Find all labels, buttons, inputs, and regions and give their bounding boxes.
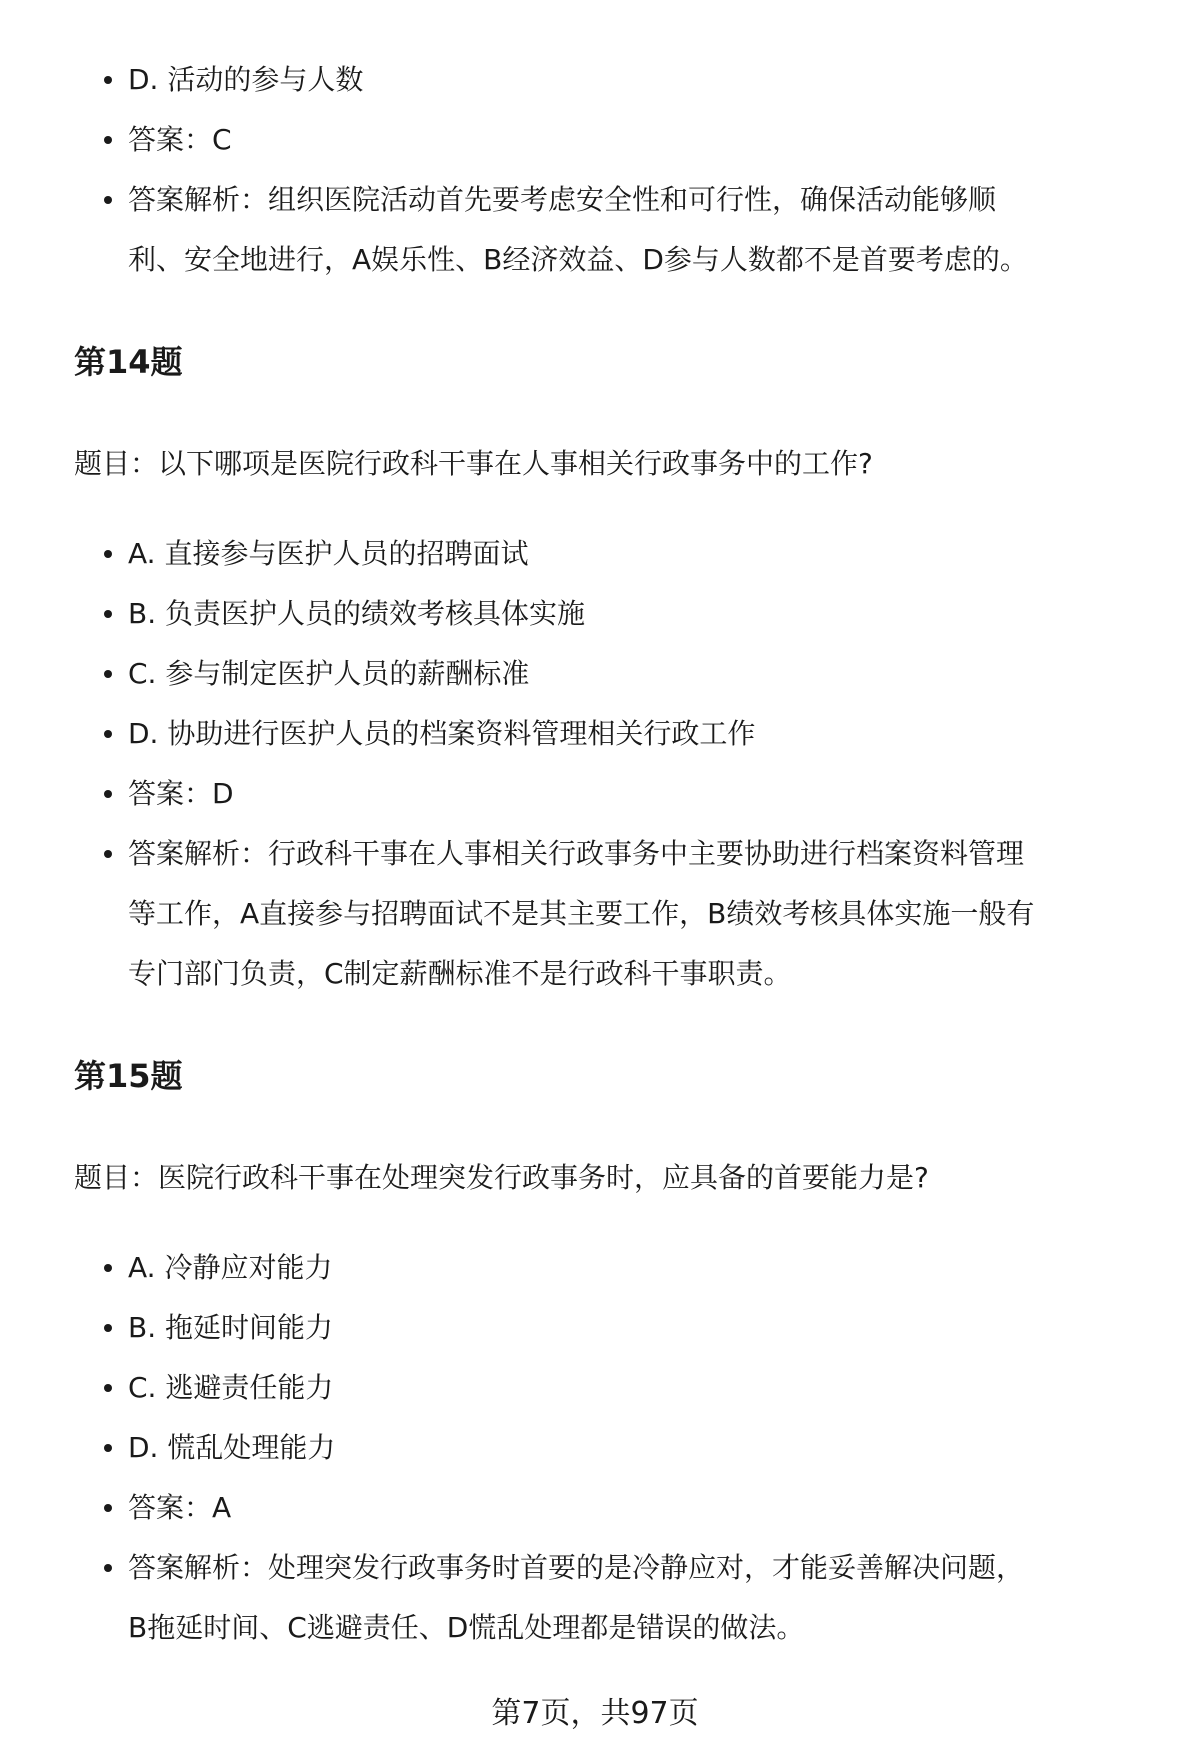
option-c: C. 参与制定医护人员的薪酬标准 bbox=[0, 644, 1040, 704]
question-14-text: 题目：以下哪项是医院行政科干事在人事相关行政事务中的工作? bbox=[74, 447, 873, 480]
answer: 答案：D bbox=[0, 764, 1040, 824]
question-14-heading: 第14题 bbox=[74, 343, 183, 381]
answer-explanation: 答案解析：组织医院活动首先要考虑安全性和可行性，确保活动能够顺利、安全地进行，A娱乐性、B经济效益、D参与人数都不是首要考虑的。 bbox=[0, 170, 1040, 290]
option-d: D. 慌乱处理能力 bbox=[0, 1418, 1040, 1478]
answer-explanation: 答案解析：处理突发行政事务时首要的是冷静应对，才能妥善解决问题，B拖延时间、C逃避责任、D慌乱处理都是错误的做法。 bbox=[0, 1538, 1040, 1658]
option-c: C. 逃避责任能力 bbox=[0, 1358, 1040, 1418]
answer: 答案：A bbox=[0, 1478, 1040, 1538]
option-a: A. 冷静应对能力 bbox=[0, 1238, 1040, 1298]
answer-explanation: 答案解析：行政科干事在人事相关行政事务中主要协助进行档案资料管理等工作，A直接参与招聘面试不是其主要工作，B绩效考核具体实施一般有专门部门负责，C制定薪酬标准不是行政科干事职责。 bbox=[0, 824, 1040, 1004]
question-14-list bbox=[0, 524, 1040, 1004]
option-a: A. 直接参与医护人员的招聘面试 bbox=[0, 524, 1040, 584]
prev-question-list bbox=[0, 50, 1040, 290]
question-15-heading: 第15题 bbox=[74, 1057, 183, 1095]
option-b: B. 负责医护人员的绩效考核具体实施 bbox=[0, 584, 1040, 644]
question-15-text: 题目：医院行政科干事在处理突发行政事务时，应具备的首要能力是? bbox=[74, 1161, 929, 1194]
question-15-list bbox=[0, 1238, 1040, 1658]
option-d: D. 协助进行医护人员的档案资料管理相关行政工作 bbox=[0, 704, 1040, 764]
answer: 答案：C bbox=[0, 110, 1040, 170]
page-indicator: 第7页，共97页 bbox=[491, 1696, 699, 1731]
option-d: D. 活动的参与人数 bbox=[0, 50, 1040, 110]
option-b: B. 拖延时间能力 bbox=[0, 1298, 1040, 1358]
